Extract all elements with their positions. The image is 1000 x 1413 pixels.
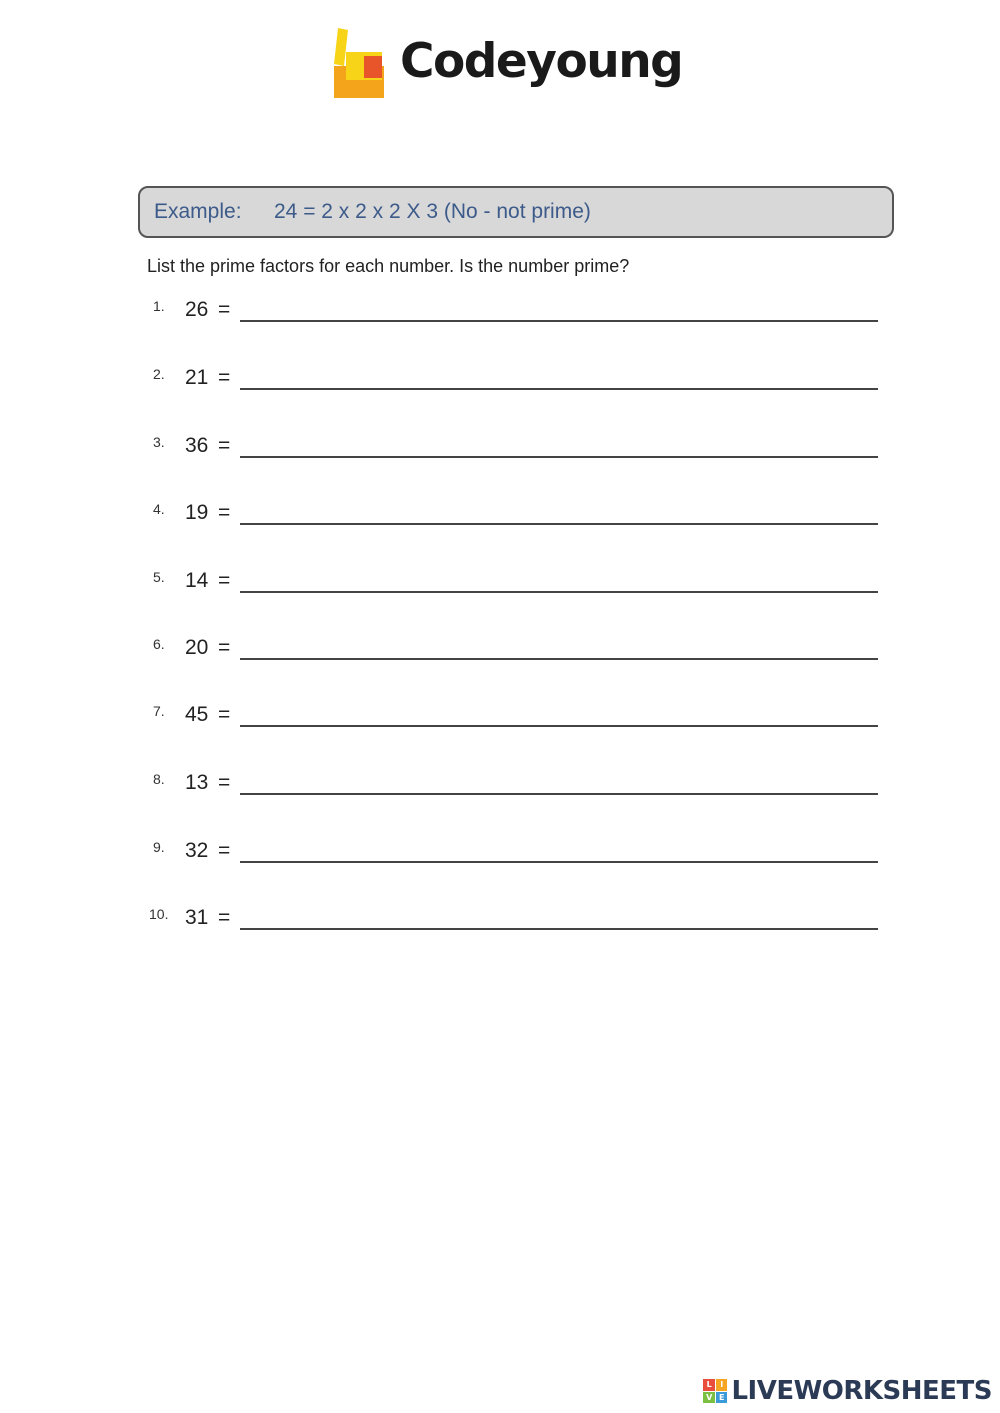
brand-name: Codeyoung: [400, 33, 683, 89]
question-row: [0, 366, 1000, 406]
question-row: [0, 839, 1000, 879]
question-row: [0, 771, 1000, 811]
liveworksheets-icon: [703, 1379, 727, 1403]
question-number: 7.: [153, 703, 165, 719]
codeyoung-logo: [332, 22, 682, 106]
icon-letter-i: I: [716, 1379, 728, 1391]
example-box: [138, 186, 894, 238]
footer-brand-text: LIVEWORKSHEETS: [731, 1376, 992, 1406]
codeyoung-logo-mark-icon: [332, 26, 388, 102]
equals-sign: =: [218, 703, 231, 726]
question-number: 2.: [153, 366, 165, 382]
example-text: 24 = 2 x 2 x 2 X 3 (No - not prime): [274, 200, 591, 223]
question-row: [0, 501, 1000, 541]
example-label: Example:: [154, 200, 242, 223]
question-value: 26: [185, 298, 209, 321]
instructions: List the prime factors for each number. Is the number prime?: [147, 256, 630, 276]
icon-letter-l: L: [703, 1379, 715, 1391]
question-value: 19: [185, 501, 209, 524]
question-row: [0, 434, 1000, 474]
question-value: 14: [185, 569, 209, 592]
question-number: 8.: [153, 771, 165, 787]
answer-line[interactable]: [240, 591, 878, 593]
equals-sign: =: [218, 636, 231, 659]
equals-sign: =: [218, 839, 231, 862]
question-row: [0, 569, 1000, 609]
answer-line[interactable]: [240, 928, 878, 930]
question-number: 5.: [153, 569, 165, 585]
question-number: 3.: [153, 434, 165, 450]
question-row: [0, 906, 1000, 946]
liveworksheets-logo[interactable]: [703, 1376, 992, 1406]
equals-sign: =: [218, 298, 231, 321]
question-value: 13: [185, 771, 209, 794]
equals-sign: =: [218, 771, 231, 794]
question-value: 36: [185, 434, 209, 457]
icon-letter-v: V: [703, 1392, 715, 1404]
question-number: 1.: [153, 298, 165, 314]
question-number: 6.: [153, 636, 165, 652]
question-value: 21: [185, 366, 209, 389]
equals-sign: =: [218, 906, 231, 929]
equals-sign: =: [218, 366, 231, 389]
question-number: 10.: [149, 906, 169, 922]
equals-sign: =: [218, 501, 231, 524]
answer-line[interactable]: [240, 456, 878, 458]
answer-line[interactable]: [240, 388, 878, 390]
question-number: 9.: [153, 839, 165, 855]
answer-line[interactable]: [240, 320, 878, 322]
icon-letter-e: E: [716, 1392, 728, 1404]
answer-line[interactable]: [240, 725, 878, 727]
equals-sign: =: [218, 569, 231, 592]
question-row: [0, 636, 1000, 676]
equals-sign: =: [218, 434, 231, 457]
answer-line[interactable]: [240, 658, 878, 660]
question-number: 4.: [153, 501, 165, 517]
answer-line[interactable]: [240, 523, 878, 525]
question-row: [0, 298, 1000, 338]
answer-line[interactable]: [240, 793, 878, 795]
answer-line[interactable]: [240, 861, 878, 863]
question-row: [0, 703, 1000, 743]
question-value: 45: [185, 703, 209, 726]
question-value: 20: [185, 636, 209, 659]
question-value: 31: [185, 906, 209, 929]
question-value: 32: [185, 839, 209, 862]
